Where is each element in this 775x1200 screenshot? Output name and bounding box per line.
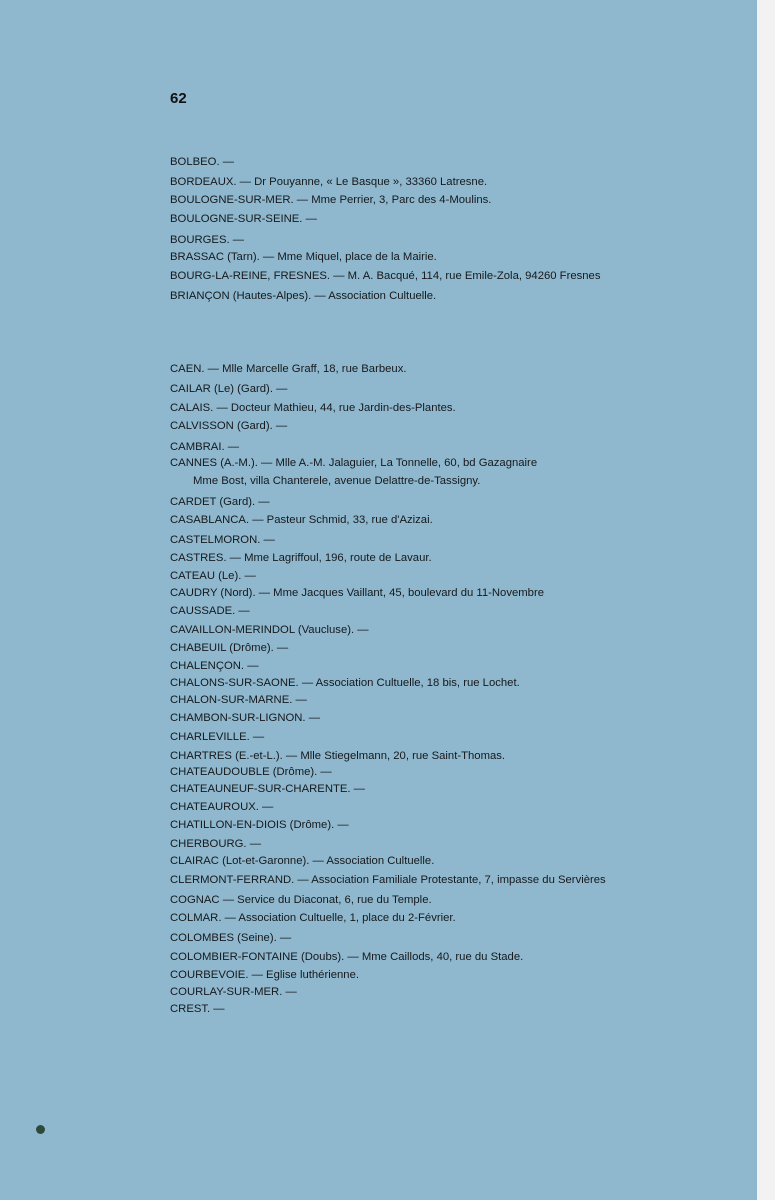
directory-entry: BORDEAUX. — Dr Pouyanne, « Le Basque », 33360 Latresne.: [170, 176, 488, 188]
directory-entry-continuation: Mme Bost, villa Chanterele, avenue Delattre-de-Tassigny.: [193, 475, 481, 487]
page-edge: [757, 0, 775, 1200]
directory-entry: CHATILLON-EN-DIOIS (Drôme). —: [170, 819, 349, 831]
directory-entry: CHATEAUROUX. —: [170, 801, 274, 813]
directory-entry: CHALONS-SUR-SAONE. — Association Cultuelle, 18 bis, rue Lochet.: [170, 677, 520, 689]
directory-entry: BOURGES. —: [170, 234, 245, 246]
directory-entry: CASTRES. — Mme Lagriffoul, 196, route de Lavaur.: [170, 552, 432, 564]
directory-entry: CHALENÇON. —: [170, 660, 259, 672]
directory-entry: COLOMBIER-FONTAINE (Doubs). — Mme Caillods, 40, rue du Stade.: [170, 951, 524, 963]
directory-entry: CAMBRAI. —: [170, 441, 240, 453]
directory-entry: CALVISSON (Gard). —: [170, 420, 288, 432]
directory-entry: COURBEVOIE. — Eglise luthérienne.: [170, 969, 359, 981]
directory-entry: COURLAY-SUR-MER. —: [170, 986, 297, 998]
directory-entry: CLAIRAC (Lot-et-Garonne). — Association Cultuelle.: [170, 855, 435, 867]
directory-entry: CHARTRES (E.-et-L.). — Mlle Stiegelmann, 20, rue Saint-Thomas.: [170, 750, 506, 762]
directory-entry: COLMAR. — Association Cultuelle, 1, place du 2-Février.: [170, 912, 456, 924]
directory-entry: CHABEUIL (Drôme). —: [170, 642, 289, 654]
directory-entry: CAVAILLON-MERINDOL (Vaucluse). —: [170, 624, 369, 636]
directory-entry: COLOMBES (Seine). —: [170, 932, 292, 944]
punch-hole-mark: [36, 1125, 45, 1134]
directory-entry: CHATEAUNEUF-SUR-CHARENTE. —: [170, 783, 365, 795]
directory-entry: CHATEAUDOUBLE (Drôme). —: [170, 766, 332, 778]
directory-entry: BOLBEO. —: [170, 156, 235, 168]
directory-entry: CLERMONT-FERRAND. — Association Familiale Protestante, 7, impasse du Servières: [170, 874, 606, 886]
directory-entry: BOULOGNE-SUR-MER. — Mme Perrier, 3, Parc des 4-Moulins.: [170, 194, 492, 206]
directory-entry: CARDET (Gard). —: [170, 496, 270, 508]
directory-entry: CHAMBON-SUR-LIGNON. —: [170, 712, 321, 724]
directory-entry: CHALON-SUR-MARNE. —: [170, 694, 307, 706]
page-number: 62: [170, 90, 187, 107]
directory-entry: CALAIS. — Docteur Mathieu, 44, rue Jardin-des-Plantes.: [170, 402, 456, 414]
directory-entry: COGNAC — Service du Diaconat, 6, rue du Temple.: [170, 894, 432, 906]
directory-entry: BOULOGNE-SUR-SEINE. —: [170, 213, 317, 225]
directory-entry: CAEN. — Mlle Marcelle Graff, 18, rue Barbeux.: [170, 363, 407, 375]
directory-entry: CREST. —: [170, 1003, 225, 1015]
directory-entry: BOURG-LA-REINE, FRESNES. — M. A. Bacqué, 114, rue Emile-Zola, 94260 Fresnes: [170, 270, 601, 282]
directory-entry: BRIANÇON (Hautes-Alpes). — Association Cultuelle.: [170, 290, 437, 302]
directory-entry: CATEAU (Le). —: [170, 570, 256, 582]
directory-entry: CASABLANCA. — Pasteur Schmid, 33, rue d'Azizai.: [170, 514, 433, 526]
directory-entry: CAUSSADE. —: [170, 605, 250, 617]
directory-entry: CAILAR (Le) (Gard). —: [170, 383, 288, 395]
directory-entry: CASTELMORON. —: [170, 534, 275, 546]
directory-entry: CANNES (A.-M.). — Mlle A.-M. Jalaguier, La Tonnelle, 60, bd Gazagnaire: [170, 457, 538, 469]
directory-entry: CAUDRY (Nord). — Mme Jacques Vaillant, 45, boulevard du 11-Novembre: [170, 587, 545, 599]
directory-entry: CHERBOURG. —: [170, 838, 262, 850]
directory-entry: BRASSAC (Tarn). — Mme Miquel, place de la Mairie.: [170, 251, 437, 263]
directory-entry: CHARLEVILLE. —: [170, 731, 265, 743]
